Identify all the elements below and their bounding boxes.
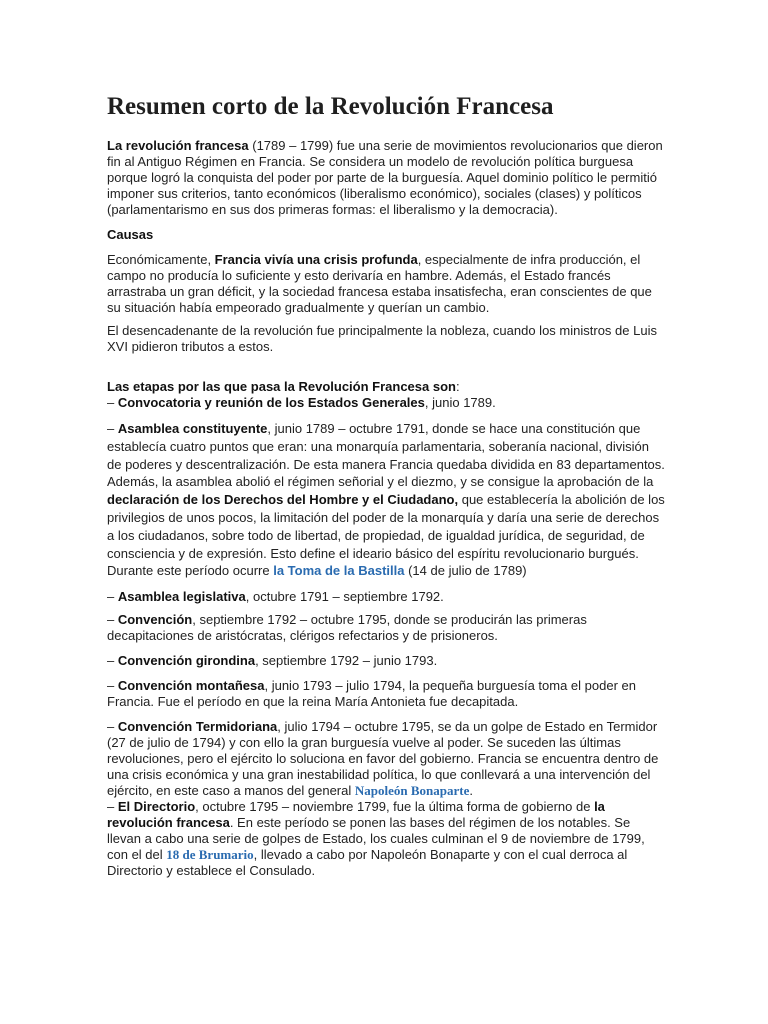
etapa-item: – El Directorio, octubre 1795 – noviembre 1799, fue la última forma de gobierno de la revolución francesa. En este período se ponen las bases del régimen de los notables. Se llevan a cabo una serie de golpes de Estado, los cuales culminan el 9 de noviembre de 1799, con el del 18 de Brumario, llevado a cabo por Napoleón Bonaparte y con el cual derroca al Directorio y establece el Consulado. — [107, 799, 645, 879]
etapas-heading: Las etapas por las que pasa la Revolución Francesa son: — [107, 379, 460, 394]
causas-bold: Francia vivía una crisis profunda — [214, 252, 418, 267]
etapa-item: – Convención montañesa, junio 1793 – julio 1794, la pequeña burguesía toma el poder en Francia. Fue el período en que la reina María Antonieta fue decapitada. — [107, 678, 636, 710]
intro-lead: La revolución francesa — [107, 138, 249, 153]
etapa-item: – Convención girondina, septiembre 1792 – junio 1793. — [107, 653, 438, 669]
etapa-item: – Convención, septiembre 1792 – octubre 1795, donde se producirán las primeras decapitaciones de aristócratas, clérigos refectarios y de prisioneros. — [107, 612, 587, 644]
intro-paragraph — [107, 138, 667, 218]
intro-text: (1789 – 1799) fue una serie de movimientos revolucionarios que dieron fin al Antiguo Régimen en Francia. Se considera un modelo de revolución política burguesa porque logró la conquista del poder por parte de la burguesía. Aquel dominio político le permitió imponer sus criterios, tanto económicos (liberalismo económico), sociales (clases) y políticos (parlamentarismo en sus dos primeras formas: el liberalismo y la democracia). — [107, 138, 663, 217]
etapa-item: – Asamblea legislativa, octubre 1791 – septiembre 1792. — [107, 589, 444, 605]
causas-heading: Causas — [107, 227, 154, 242]
napoleon-link[interactable]: Napoleón Bonaparte — [354, 783, 470, 799]
etapa-item: – Convocatoria y reunión de los Estados Generales, junio 1789. — [107, 395, 496, 410]
brumario-link[interactable]: 18 de Brumario — [166, 847, 254, 863]
page-title: Resumen corto de la Revolución Francesa — [107, 93, 554, 120]
etapa-item: – Convención Termidoriana, julio 1794 – octubre 1795, se da un golpe de Estado en Termidor (27 de julio de 1794) y con ello la gran burguesía vuelve al poder. Se suceden las últimas revoluciones, pero el ejército lo soluciona en favor del gobierno. Francia se encuentra dentro de una crisis económica y una gran inestabilidad política, lo que conllevará a una intervención del ejército, en este caso a manos del general Napoleón Bonaparte. — [107, 719, 659, 799]
causas-paragraph-1: Económicamente, Francia vivía una crisis profunda, especialmente de infra producción, el campo no producía lo suficiente y esto derivaría en hambre. Además, el Estado francés arrastraba un gran déficit, y la sociedad francesa estaba insatisfecha, eran conscientes de que su situación había empeorado gradualmente y querían un cambio. — [107, 252, 652, 315]
etapas-section — [107, 379, 667, 879]
toma-bastilla-link[interactable]: la Toma de la Bastilla — [273, 563, 405, 579]
causas-paragraph-2: El desencadenante de la revolución fue principalmente la nobleza, cuando los ministros de Luis XVI pidieron tributos a estos. — [107, 323, 657, 354]
etapa-item: – Asamblea constituyente, junio 1789 – octubre 1791, donde se hace una constitución que establecía cuatro puntos que eran: una monarquía parlamentaria, soberanía nacional, división de poderes y descentralización. De esta manera Francia quedaba dividida en 83 departamentos. Además, la asamblea abolió el régimen señorial y el diezmo, y se consigue la aprobación de la declaración de los Derechos del Hombre y el Ciudadano, que establecería la abolición de los privilegios de unos pocos, la limitación del poder de la monarquía y daría una serie de derechos a los ciudadanos, sobre todo de libertad, de propiedad, de igualdad jurídica, de seguridad, de consciencia y de expresión. Esto define el ideario básico del espíritu revolucionario burgués. Durante este período ocurre la Toma de la Bastilla (14 de julio de 1789) — [107, 421, 665, 579]
